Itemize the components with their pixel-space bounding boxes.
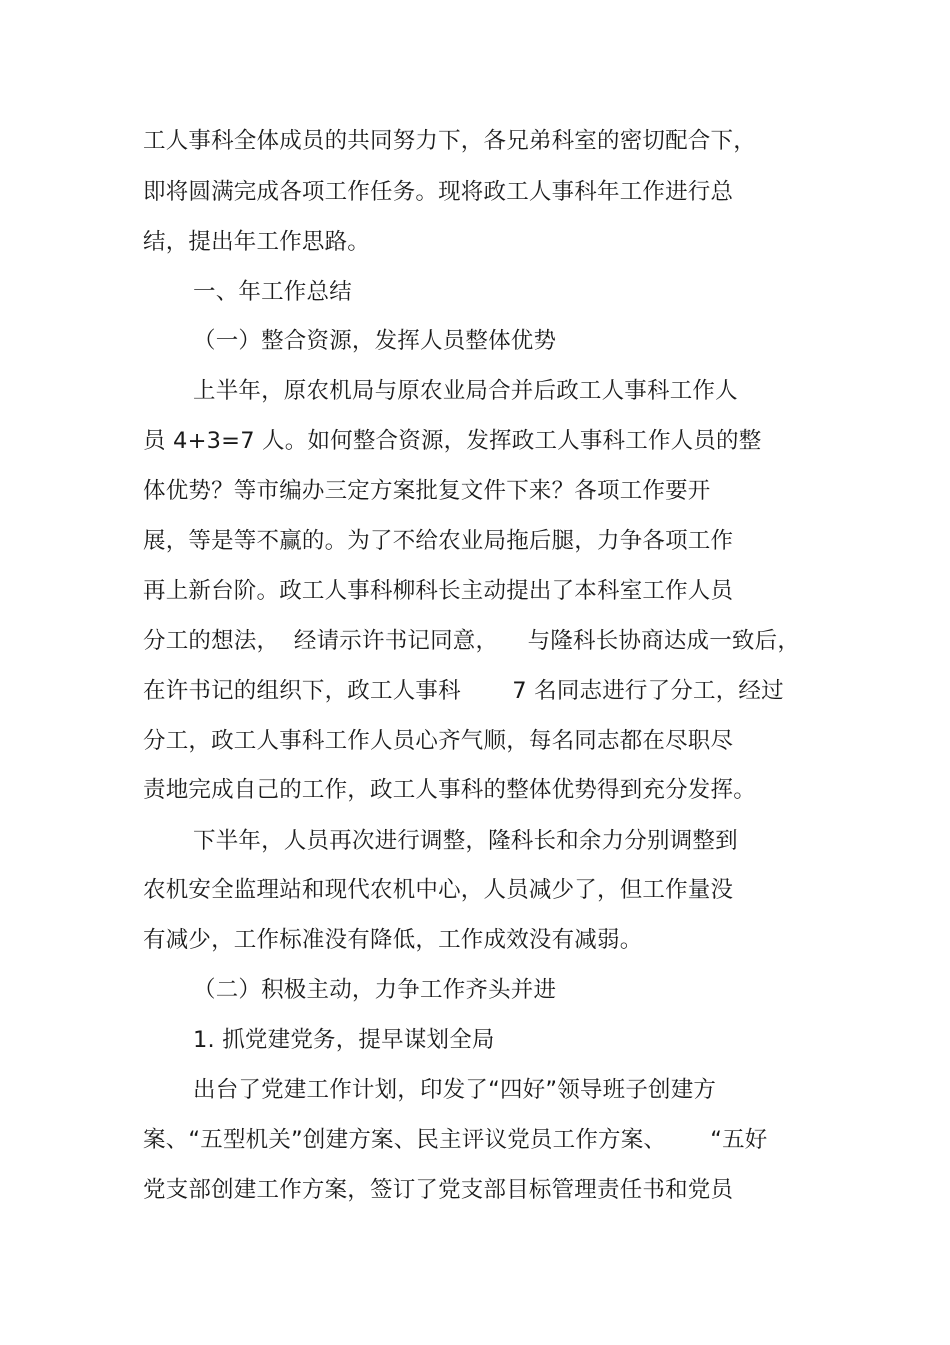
text-line-2: 即将圆满完成各项工作任务。现将政工人事科年工作进行总 [143,179,734,205]
subsection-heading-1: （一）整合资源，发挥人员整体优势 [193,328,557,354]
subsection-heading-2: （二）积极主动，力争工作齐头并进 [193,977,557,1003]
text-line-16: 农机安全监理站和现代农机中心，人员减少了，但工作量没 [143,877,734,903]
text-line-11: 分工的想法， 经请示许书记同意， 与隆科长协商达成一致后， [143,628,801,654]
text-line-12: 在许书记的组织下，政工人事科 7 名同志进行了分工，经过 [143,678,784,704]
text-line-22: 党支部创建工作方案，签订了党支部目标管理责任书和党员 [143,1177,734,1203]
text-line-1: 工人事科全体成员的共同努力下，各兄弟科室的密切配合下， [143,128,756,154]
text-line-9: 展，等是等不赢的。为了不给农业局拖后腿，力争各项工作 [143,528,734,554]
text-line-21: 案、“五型机关”创建方案、民主评议党员工作方案、 “五好 [143,1127,768,1153]
text-line-20: 出台了党建工作计划，印发了“四好”领导班子创建方 [193,1077,717,1103]
text-line-10: 再上新台阶。政工人事科柳科长主动提出了本科室工作人员 [143,578,734,604]
text-line-15: 下半年，人员再次进行调整，隆科长和余力分别调整到 [193,828,738,854]
text-line-3: 结，提出年工作思路。 [143,229,371,255]
numbered-heading-1: 1. 抓党建党务，提早谋划全局 [193,1027,495,1053]
text-line-13: 分工，政工人事科工作人员心齐气顺，每名同志都在尽职尽 [143,728,734,754]
text-line-14: 责地完成自己的工作，政工人事科的整体优势得到充分发挥。 [143,777,756,803]
text-line-8: 体优势？等市编办三定方案批复文件下来？各项工作要开 [143,478,711,504]
text-line-7: 员 4+3=7 人。如何整合资源，发挥政工人事科工作人员的整 [143,428,762,454]
text-line-17: 有减少，工作标准没有降低，工作成效没有减弱。 [143,927,643,953]
text-line-6: 上半年，原农机局与原农业局合并后政工人事科工作人 [193,378,738,404]
section-heading: 一、年工作总结 [193,279,352,305]
